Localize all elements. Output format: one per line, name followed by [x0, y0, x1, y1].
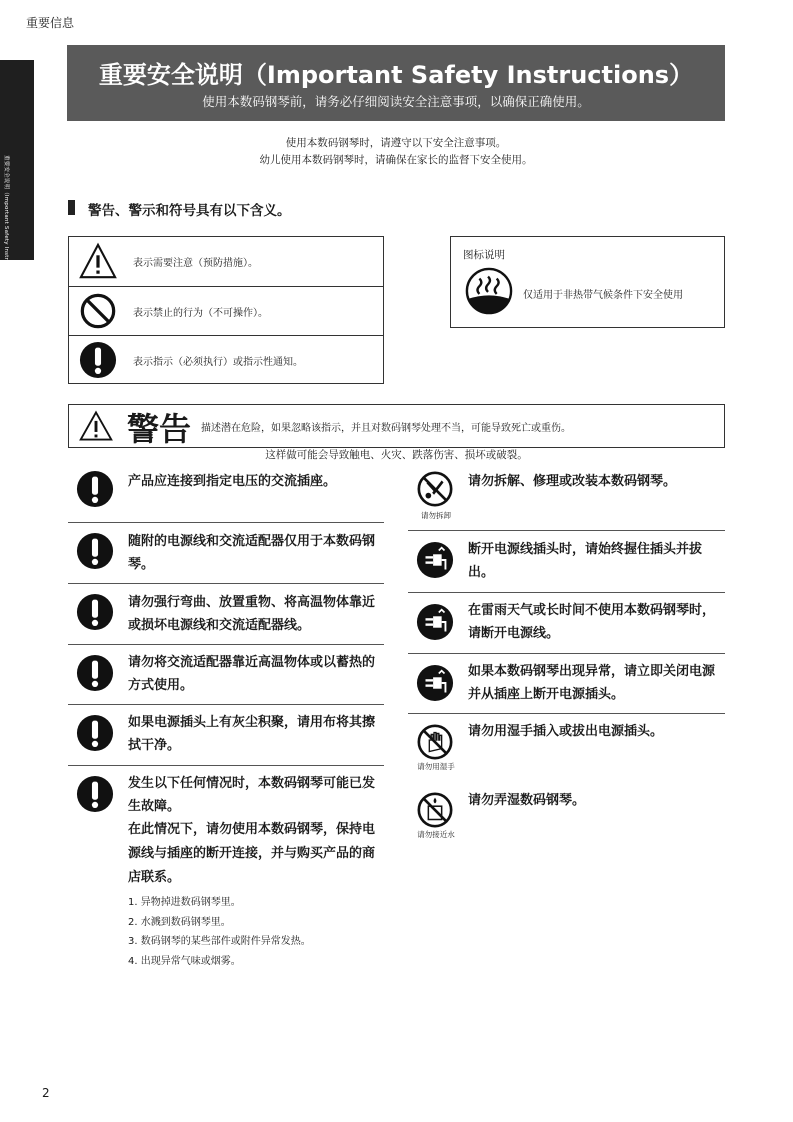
list-item: 3. 数码钢琴的某些部件或附件异常发热。 — [128, 936, 311, 947]
mandatory-icon — [79, 341, 117, 379]
icon-legend — [450, 236, 725, 328]
mandatory-icon — [76, 470, 114, 508]
list-item: 1. 异物掉进数码钢琴里。 — [128, 897, 241, 908]
warning-box — [68, 404, 725, 448]
list-item: 2. 水溅到数码钢琴里。 — [128, 916, 231, 928]
page-title: 重要安全说明（Important Safety Instructions） — [98, 61, 694, 89]
symbol-desc-prohibited: 表示禁止的行为（不可操作）。 — [133, 308, 268, 319]
symbol-table — [68, 236, 384, 384]
warning-item-text: 在雷雨天气或长时间不使用本数码钢琴时，请断开电源线。 — [468, 603, 716, 641]
warning-item-text: 请勿弄湿数码钢琴。 — [468, 793, 586, 808]
mandatory-icon — [76, 775, 114, 813]
warning-item — [68, 704, 384, 766]
warning-item — [408, 592, 725, 654]
symbol-desc-caution: 表示需要注意（预防措施）。 — [133, 258, 258, 269]
list-item: 4. 出现异常气味或烟雾。 — [128, 955, 241, 967]
warning-item — [68, 522, 384, 584]
page-number: 2 — [42, 1086, 50, 1100]
warning-item-text: 请勿拆解、修理或改装本数码钢琴。 — [468, 474, 677, 489]
warning-item-text: 随附的电源线和交流适配器仅用于本数码钢琴。 — [128, 534, 376, 572]
warning-item-text: 请勿将交流适配器靠近高温物体或以蓄热的方式使用。 — [128, 655, 376, 693]
icon-caption: 请勿接近水 — [417, 830, 455, 839]
warning-triangle-icon — [79, 410, 113, 442]
non-tropical-climate-icon — [465, 267, 513, 315]
mandatory-icon — [76, 593, 114, 631]
no-water-icon — [416, 791, 454, 829]
warning-item-text: 如果电源插头上有灰尘积聚，请用布将其擦拭干净。 — [128, 715, 376, 753]
mandatory-icon — [76, 532, 114, 570]
unplug-icon — [416, 541, 454, 579]
warning-item — [68, 644, 384, 705]
icon-caption: 请勿用湿手 — [417, 762, 455, 771]
warning-desc: 描述潜在危险，如果忽略该指示，并且对数码钢琴处理不当，可能导致死亡或重伤。 — [201, 423, 571, 434]
header-section-label: 重要信息 — [26, 16, 75, 30]
warning-item-text-2: 在此情况下，请勿使用本数码钢琴，保持电源线与插座的断开连接，并与购买产品的商店联系。 — [128, 822, 376, 885]
warning-item-text: 请勿强行弯曲、放置重物、将高温物体靠近或损坏电源线和交流适配器线。 — [128, 595, 376, 633]
symbol-row — [69, 335, 383, 385]
warning-item-text: 断开电源线插头时，请始终握住插头并拔出。 — [468, 542, 703, 580]
symbol-row — [69, 286, 383, 336]
legend-desc: 仅适用于非热带气候条件下安全使用 — [523, 290, 683, 301]
unplug-icon — [416, 664, 454, 702]
mandatory-icon — [76, 714, 114, 752]
symbol-desc-mandatory: 表示指示（必须执行）或指示性通知。 — [133, 357, 303, 368]
do-not-disassemble-icon — [416, 470, 454, 508]
warning-title: 警告 — [127, 410, 192, 448]
warning-item — [408, 653, 725, 714]
intro-line-1: 使用本数码钢琴时，请遵守以下安全注意事项。 — [285, 137, 507, 149]
warning-item — [408, 530, 725, 593]
warning-item — [408, 783, 725, 843]
symbol-row — [69, 237, 383, 286]
icon-caption: 请勿拆卸 — [421, 511, 451, 520]
mandatory-icon — [76, 654, 114, 692]
no-wet-hands-icon — [416, 723, 454, 761]
side-tab-text: 重要安全说明（Important Safety Instructions） — [3, 155, 9, 288]
legend-title: 图标说明 — [463, 249, 505, 261]
prohibited-icon — [79, 292, 117, 330]
intro-line-2: 幼儿使用本数码钢琴时，请确保在家长的监督下安全使用。 — [259, 154, 533, 166]
unplug-icon — [416, 603, 454, 641]
warning-item-text: 产品应连接到指定电压的交流插座。 — [128, 474, 337, 489]
warning-item — [68, 466, 384, 523]
caution-triangle-icon — [79, 242, 117, 280]
warning-item — [408, 713, 725, 783]
warning-consequence: 这样做可能会导致触电、火灾、跌落伤害、损坏或破裂。 — [265, 449, 528, 461]
section-marker — [68, 200, 75, 215]
warning-item — [68, 583, 384, 645]
warning-item-text: 请勿用湿手插入或拔出电源插头。 — [468, 724, 664, 739]
warning-item-text: 发生以下任何情况时，本数码钢琴可能已发生故障。 — [128, 776, 376, 814]
warning-item-text: 如果本数码钢琴出现异常，请立即关闭电源并从插座上断开电源插头。 — [468, 664, 716, 702]
warning-item — [408, 466, 725, 531]
title-banner — [67, 45, 725, 121]
section-title: 警告、警示和符号具有以下含义。 — [88, 203, 291, 219]
page-subtitle: 使用本数码钢琴前，请务必仔细阅读安全注意事项，以确保正确使用。 — [202, 94, 590, 109]
malfunction-list — [128, 893, 311, 971]
side-tab — [0, 60, 34, 288]
